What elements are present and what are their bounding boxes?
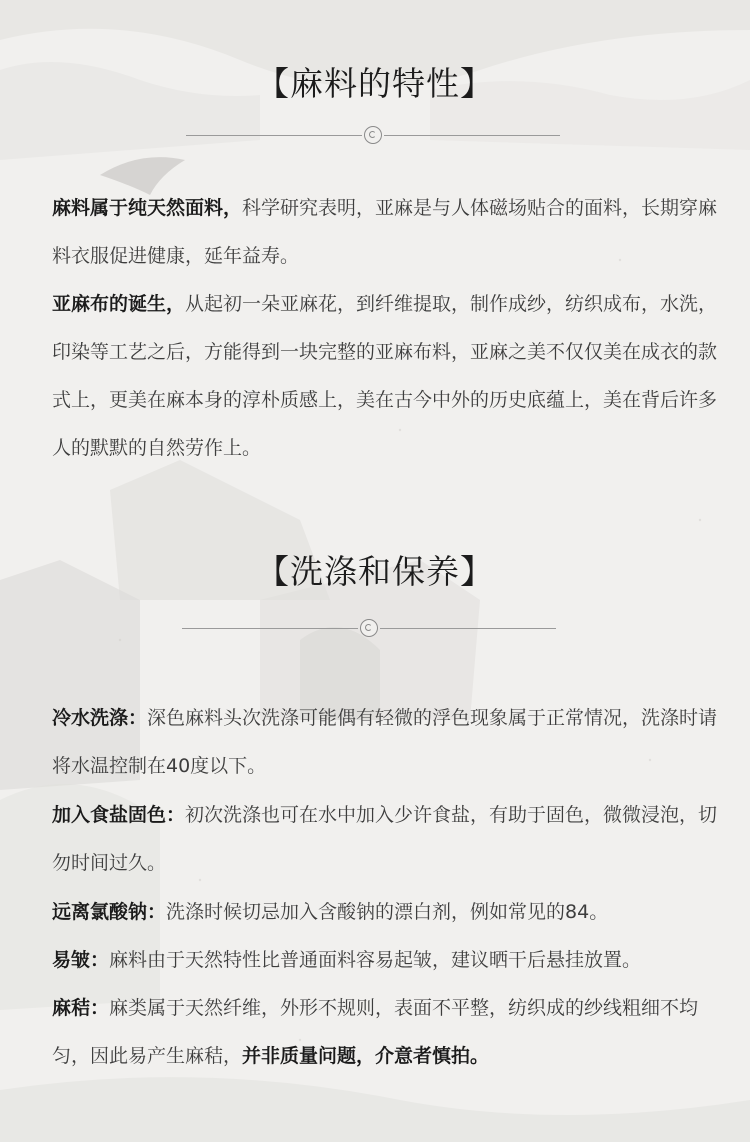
lead-text: 易皱：	[52, 949, 110, 971]
body-text: 麻料由于天然特性比普通面料容易起皱，建议晒干后悬挂放置。	[109, 949, 642, 971]
care-item-slub	[52, 984, 724, 1080]
lead-text: 麻秸：	[52, 997, 110, 1019]
body-text: 从起初一朵亚麻花，到纤维提取，制作成纱，纺织成布，水洗，印染等工艺之后，方能得到一块完整的亚麻布料，亚麻之美不仅仅美在成衣的款式上，更美在麻本身的淳朴质感上，美在古今中外的历史底蕴上，美在背后许多人的默默的自然劳作上。	[52, 293, 718, 459]
lead-text: 麻料属于纯天然面料，	[52, 197, 243, 219]
care-item-salt-fix	[52, 791, 724, 887]
knot-icon	[364, 126, 382, 144]
section-title-properties: 【麻料的特性】	[256, 64, 494, 103]
body-text: 麻类属于天然纤维，外形不规则，表面不平整，纺织成的纱线粗细不均匀，因此易产生麻秸，	[52, 997, 699, 1067]
knot-icon	[360, 619, 378, 637]
paragraph-natural-fabric	[52, 184, 724, 280]
lead-text: 冷水洗涤：	[52, 707, 148, 729]
ornament-divider	[0, 126, 750, 146]
lead-text: 加入食盐固色：	[52, 804, 186, 826]
care-item-no-bleach	[52, 888, 724, 936]
body-text: 初次洗涤也可在水中加入少许食盐，有助于固色，微微浸泡，切勿时间过久。	[52, 804, 718, 874]
section-title-care: 【洗涤和保养】	[256, 552, 494, 591]
care-item-wrinkle	[52, 936, 724, 984]
body-text: 科学研究表明，亚麻是与人体磁场贴合的面料，长期穿麻料衣服促进健康，延年益寿。	[52, 197, 718, 267]
lead-text: 亚麻布的诞生，	[52, 293, 186, 315]
paragraph-linen-birth	[52, 280, 724, 472]
body-text: 深色麻料头次洗涤可能偶有轻微的浮色现象属于正常情况，洗涤时请将水温控制在40度以下。	[52, 707, 718, 777]
body-text: 洗涤时候切忌加入含酸钠的漂白剂，例如常见的84。	[166, 901, 609, 923]
lead-text: 远离氯酸钠：	[52, 901, 167, 923]
ornament-divider	[0, 619, 750, 639]
care-item-cold-wash	[52, 694, 724, 790]
tail-text: 并非质量问题，介意者慎拍。	[242, 1045, 490, 1067]
